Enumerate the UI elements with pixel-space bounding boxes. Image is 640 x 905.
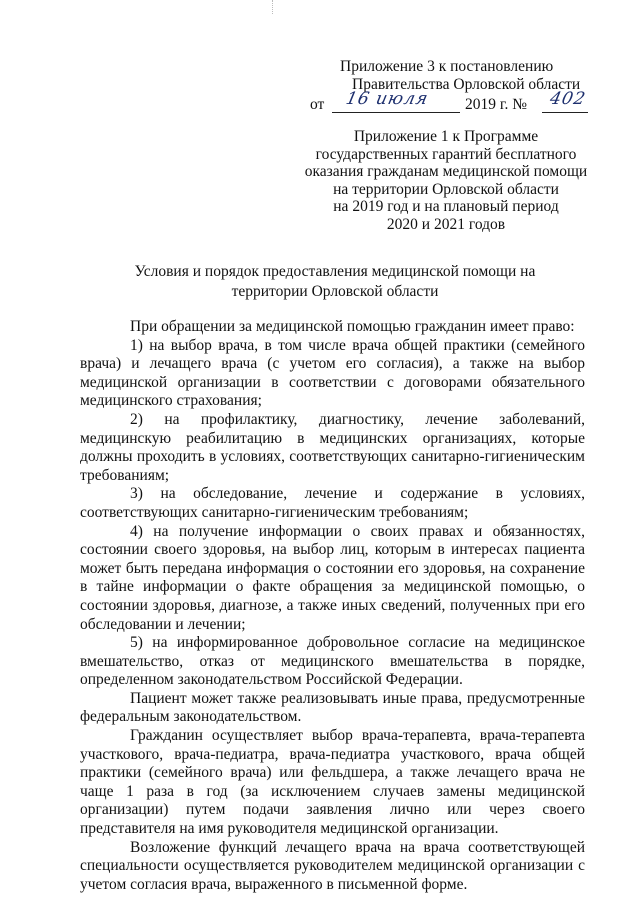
appendix-3-line-1: Приложение 3 к постановлению [340, 58, 554, 75]
paragraph-intro: При обращении за медицинской помощью гражданин имеет право: [130, 318, 575, 335]
paragraph-right-5: 5) на информированное добровольное согласие на медицинское вмешательство, отказ от медицинского вмешательства в порядке, определенном законодательством Российской Федерации. [80, 634, 585, 689]
date-underline [332, 112, 460, 113]
document-title [100, 262, 570, 302]
paragraph-right-1: 1) на выбор врача, в том числе врача общей практики (семейного врача) и лечащего врача (с учетом его согласия), а также на выбор медицинской организации в соответствии с договорами обязательного медицинского страхования; [80, 336, 585, 410]
appendix-1-line: Приложение 1 к Программе [353, 128, 539, 145]
handwritten-number: 402 [548, 89, 588, 109]
date-year: 2019 г. № [465, 96, 528, 113]
handwritten-month: июля [374, 89, 431, 109]
appendix-3-line-2: Правительства Орловской области [352, 75, 581, 93]
number-underline [542, 112, 588, 113]
paragraph-right-4: 4) на получение информации о своих правах и обязанностях, состоянии своего здоровья, на выбор лиц, которым в интересах пациента может быть передана информация о состоянии его здоровья, на сохранение в тайне информации о факте обращения за медицинской помощью, о состоянии здоровья, диагнозе, а также иных сведений, полученных при его обследовании и лечении; [80, 522, 585, 633]
appendix-3-block [310, 58, 610, 115]
appendix-1-line: на 2019 год и на плановый период [333, 198, 559, 215]
date-prefix: от [310, 96, 325, 113]
paragraph-function-assignment: Возложение функций лечащего врача на врача соответствующей специальности осуществляется руководителем медицинской организации с учетом согласия врача, выраженного в письменной форме. [80, 838, 585, 893]
date-line [310, 89, 610, 115]
paragraph-other-rights: Пациент может также реализовывать иные права, предусмотренные федеральным законодательством. [80, 689, 585, 726]
paragraph-right-2: 2) на профилактику, диагностику, лечение заболеваний, медицинскую реабилитацию в медицинских организациях, которые должны проходить в условиях, соответствующих санитарно-гигиеническим требованиям; [80, 410, 585, 484]
appendix-1-line: оказания гражданам медицинской помощи [304, 163, 588, 180]
title-line-1: Условия и порядок предоставления медицинской помощи на [134, 263, 536, 280]
scan-mark [272, 0, 274, 14]
appendix-1-line: государственных гарантий бесплатного [315, 145, 577, 163]
handwritten-day: 16 [344, 89, 372, 109]
paragraph-right-3: 3) на обследование, лечение и содержание в условиях, соответствующих санитарно-гигиеническим требованиям; [80, 485, 585, 521]
document-body [80, 318, 585, 894]
appendix-1-block [296, 128, 596, 233]
appendix-1-line: на территории Орловской области [333, 180, 559, 198]
title-line-2: территории Орловской области [231, 283, 439, 300]
paragraph-doctor-choice: Гражданин осуществляет выбор врача-терапевта, врача-терапевта участкового, врача-педиатра, врача-педиатра участкового, врача общей практики (семейного врача) или фельдшера, а также лечащего врача не чаще 1 раза в год (за исключением случаев замены медицинской организации) путем подачи заявления лично или через своего представителя на имя руководителя медицинской организации. [80, 727, 585, 838]
appendix-1-line: 2020 и 2021 годов [386, 215, 506, 233]
